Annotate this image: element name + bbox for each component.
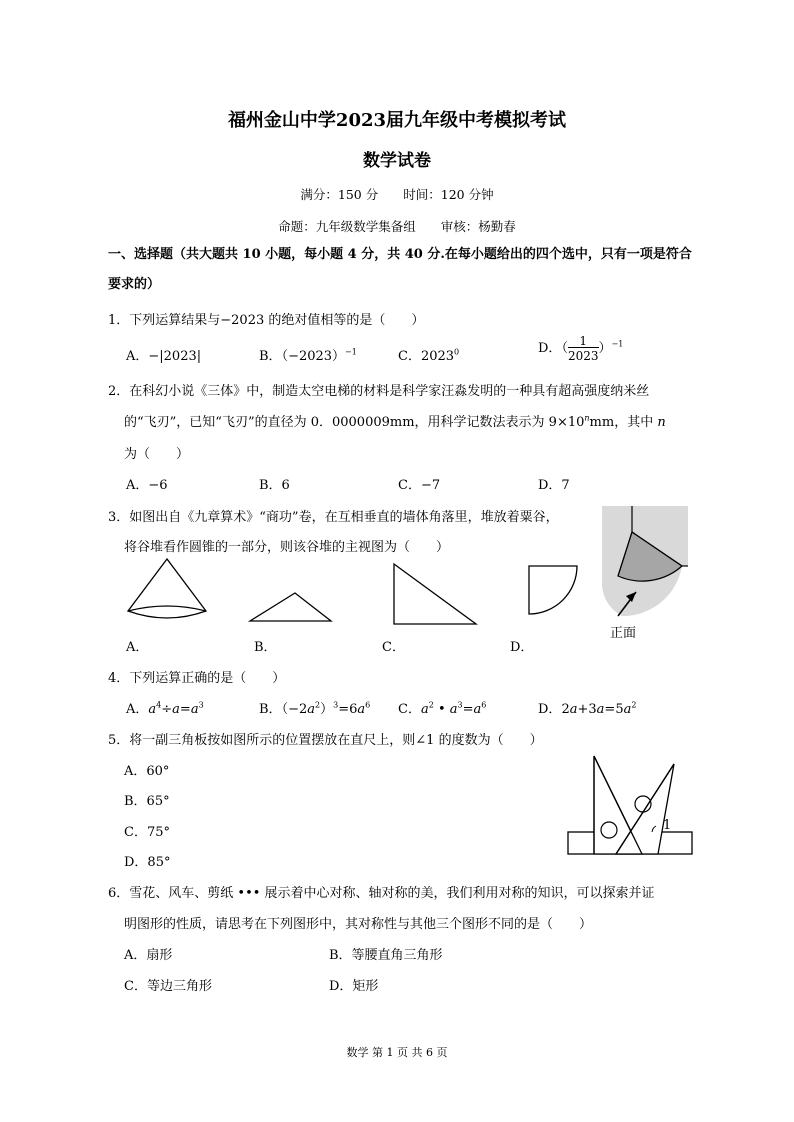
question-2-line1: 2．在科幻小说《三体》中，制造太空电梯的材料是科学家汪淼发明的一种具有超高强度纳米丝 [108, 384, 650, 399]
question-3-line2: 将谷堆看作圆锥的一部分，则该谷堆的主视图为（ ） [124, 540, 450, 555]
q2-option-c: C．−7 [398, 478, 441, 493]
front-view-label: 正面 [610, 626, 637, 641]
fraction: $\frac{1}{2023}$ [567, 334, 599, 363]
question-3-line1: 3．如图出自《九章算术》“商功”卷，在互相垂直的墙体角落里，堆放着粟谷， [108, 510, 559, 525]
q5-option-c: C．75° [124, 825, 170, 840]
q4-option-d: D．$2a+3a=5a^2$ [538, 700, 637, 717]
question-6-line2: 明图形的性质，请思考在下列图形中，其对称性与其他三个图形不同的是（ ） [124, 917, 593, 932]
q5-option-b: B．65° [124, 794, 170, 809]
q1-option-d: D．（ $\frac{1}{2023}$ ）$^{-1}$ [538, 334, 624, 363]
question-6-line1: 6．雪花、风车、剪纸 ••• 展示着中心对称、轴对称的美，我们利用对称的知识，可以探索并证 [108, 886, 655, 901]
q2-option-b: B．6 [259, 478, 290, 493]
q3-figure-c-right-triangle [390, 560, 480, 628]
q4-option-b: B．$(-2a^2)^3=6a^6$ [259, 700, 371, 717]
q3-option-c-label: C． [382, 640, 405, 655]
authors-info: 命题：九年级数学集备组 审核：杨勤春 [278, 219, 516, 234]
q4-option-c: C．$a^2$ • $a^3=a^6$ [398, 700, 487, 717]
q3-corner-grain-figure [602, 506, 688, 626]
q2-option-a: A．−6 [126, 478, 168, 493]
q1-option-b: B．$(-2023)^{-1}$ [259, 347, 357, 364]
q6-option-d: D．矩形 [329, 979, 379, 994]
q6-option-c: C．等边三角形 [124, 979, 212, 994]
q3-figure-d-quarter-circle [525, 562, 585, 624]
question-2-line3: 为（ ） [124, 447, 190, 462]
score-time-info: 满分：150 分 时间：120 分钟 [300, 187, 494, 202]
q4-option-a: A．$a^4\div a=a^3$ [126, 700, 204, 717]
page-subtitle: 数学试卷 [363, 151, 431, 171]
q5-option-a: A．60° [124, 764, 170, 779]
question-2-line2: 的“飞刃”，已知“飞刃”的直径为 0．0000009mm，用科学记数法表示为 $9\times 10^nmm$，其中 n [124, 413, 666, 430]
q3-option-d-label: D． [510, 640, 534, 655]
q2-option-d: D．7 [538, 478, 570, 493]
q5-triangle-rulers-figure [566, 748, 696, 858]
q6-option-b: B．等腰直角三角形 [329, 948, 443, 963]
q1-option-c: C．2023$^0$ [398, 347, 460, 364]
angle-1-label: 1 [663, 818, 672, 833]
q3-option-b-label: B． [254, 640, 277, 655]
q1-option-a: A．−|2023| [126, 349, 202, 364]
question-1-stem: 1．下列运算结果与−2023 的绝对值相等的是（ ） [108, 313, 425, 328]
q3-figure-a-sector-view [122, 555, 212, 630]
q6-option-a: A．扇形 [124, 948, 173, 963]
q3-figure-b-triangle [245, 585, 335, 625]
q5-option-d: D．85° [124, 855, 171, 870]
question-5-stem: 5．将一副三角板按如图所示的位置摆放在直尺上，则∠1 的度数为（ ） [108, 733, 543, 748]
question-4-stem: 4．下列运算正确的是（ ） [108, 671, 286, 686]
section-heading: 一、选择题（共大题共 10 小题，每小题 4 分，共 40 分.在每小题给出的四个选中，只有一项是符合要求的） [108, 247, 692, 292]
q3-option-a-label: A． [126, 640, 149, 655]
page-title: 福州金山中学2023届九年级中考模拟考试 [227, 110, 567, 131]
page-footer: 数学 第 1 页 共 6 页 [346, 1046, 448, 1059]
